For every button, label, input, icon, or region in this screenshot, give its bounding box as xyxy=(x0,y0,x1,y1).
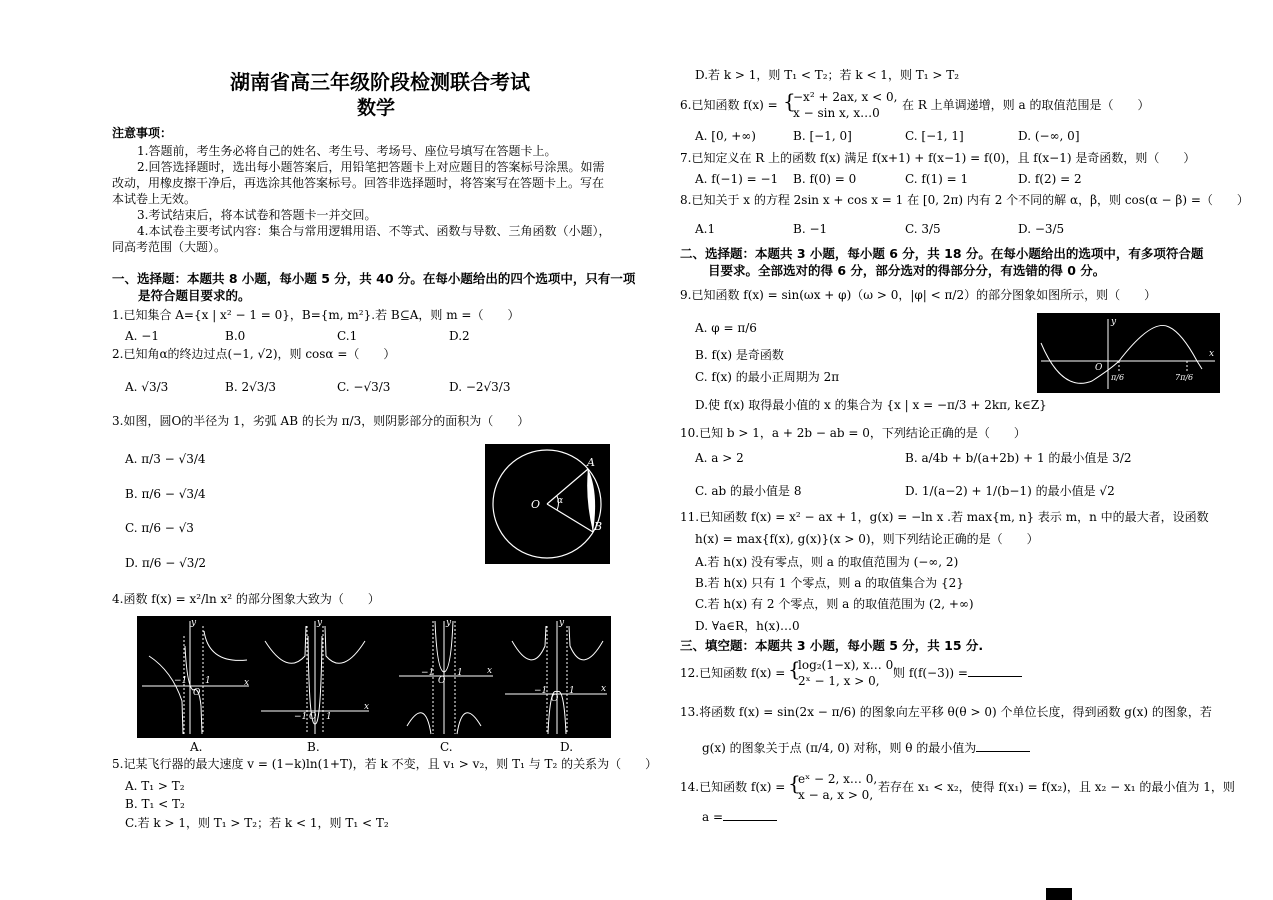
q7-option-c: C. f(1) = 1 xyxy=(905,172,969,186)
q5-stem: 5.记某飞行器的最大速度 v = (1−k)ln(1+T)，若 k 不变，且 v₁ > v₂，则 T₁ 与 T₂ 的关系为（ ） xyxy=(112,757,658,771)
graph-c-y-label: y xyxy=(446,618,452,628)
q4-option-a: A. xyxy=(190,740,203,754)
q11-option-b: B.若 h(x) 只有 1 个零点，则 a 的取值集合为 {2} xyxy=(695,576,964,590)
q9-pi6-label: π/6 xyxy=(1111,373,1125,382)
q2-option-d: D. −2√3/3 xyxy=(449,380,511,394)
graph-a-1-label: 1 xyxy=(205,676,211,686)
q14-brace: { xyxy=(788,771,801,795)
graph-a-x-label: x xyxy=(244,678,250,688)
graph-b-1-label: 1 xyxy=(326,712,332,722)
q2-stem: 2.已知角α的终边过点(−1, √2)，则 cosα =（ ） xyxy=(112,347,396,361)
graph-a-origin-label: O xyxy=(193,688,201,698)
q8-stem: 8.已知关于 x 的方程 2sin x + cos x = 1 在 [0, 2π) 内有 2 个不同的解 α，β，则 cos(α − β) =（ ） xyxy=(680,193,1249,207)
q8-option-d: D. −3/5 xyxy=(1018,222,1065,236)
q4-option-d: D. xyxy=(560,740,574,754)
notice-item: 4.本试卷主要考试内容：集合与常用逻辑用语、不等式、函数与导数、三角函数（小题）， xyxy=(137,224,611,238)
q9-y-label: y xyxy=(1111,317,1117,327)
q11-option-d: D. ∀a∈R，h(x)…0 xyxy=(695,619,800,633)
q9-7pi6-label: 7π/6 xyxy=(1175,373,1194,382)
graph-b-x-label: x xyxy=(364,702,370,712)
q14-stem-start: 14.已知函数 f(x) = xyxy=(680,780,786,794)
q1-option-a: A. −1 xyxy=(125,329,159,343)
angle-alpha-label: α xyxy=(557,496,564,506)
q11-stem-cont: h(x) = max{f(x), g(x)}(x > 0)，则下列结论正确的是（ ） xyxy=(695,532,1039,546)
graph-c-neg1-label: −1 xyxy=(421,668,435,678)
q14-piece2: x − a, x > 0, xyxy=(798,788,874,802)
graph-b-origin-label: O xyxy=(309,712,317,722)
q11-option-a: A.若 h(x) 没有零点，则 a 的取值范围为 (−∞, 2) xyxy=(695,555,959,569)
q3-stem: 3.如图，圆O的半径为 1，劣弧 AB 的长为 π/3，则阴影部分的面积为（ ） xyxy=(112,414,530,428)
q3-option-b: B. π/6 − √3/4 xyxy=(125,487,206,501)
q1-option-c: C.1 xyxy=(337,329,358,343)
q14-line2-text: a = xyxy=(702,810,724,824)
q12-stem-end-text: 则 f(f(−3)) = xyxy=(893,666,968,680)
exam-subject: 数学 xyxy=(357,97,396,119)
q4-option-c: C. xyxy=(440,740,453,754)
notice-item: 3.考试结束后，将本试卷和答题卡一并交回。 xyxy=(137,208,377,222)
q9-origin-label: O xyxy=(1095,363,1103,373)
q6-piece1: −x² + 2ax, x < 0, xyxy=(793,90,898,104)
graph-a-neg1-label: −1 xyxy=(174,676,188,686)
q10-option-b: B. a/4b + b/(a+2b) + 1 的最小值是 3/2 xyxy=(905,451,1132,465)
section1-heading-cont: 是符合题目要求的。 xyxy=(138,288,251,303)
q9-option-d: D.使 f(x) 取得最小值的 x 的集合为 {x | x = −π/3 + 2kπ, k∈Z} xyxy=(695,398,1047,412)
q9-stem: 9.已知函数 f(x) = sin(ωx + φ)（ω > 0，|φ| < π/2）的部分图象如图所示，则（ ） xyxy=(680,288,1157,302)
q12-stem-start: 12.已知函数 f(x) = xyxy=(680,666,786,680)
q14-piece1: eˣ − 2, x… 0, xyxy=(798,772,878,786)
graph-d-x-label: x xyxy=(601,684,607,694)
graph-b-neg1-label: −1 xyxy=(294,712,308,722)
q14-stem-end: 若存在 x₁ < x₂，使得 f(x₁) = f(x₂)，且 x₂ − x₁ 的最小值为 1，则 xyxy=(878,780,1235,794)
q9-x-label: x xyxy=(1209,349,1215,359)
q12-brace: { xyxy=(788,657,801,681)
q10-option-a: A. a > 2 xyxy=(695,451,744,465)
graph-a-y-label: y xyxy=(191,618,197,628)
q12-piece2: 2ˣ − 1, x > 0, xyxy=(798,674,880,688)
q3-circle-figure xyxy=(485,444,610,564)
q3-option-d: D. π/6 − √3/2 xyxy=(125,556,207,570)
graph-c-x-label: x xyxy=(487,666,493,676)
q11-option-c: C.若 h(x) 有 2 个零点，则 a 的取值范围为 (2, +∞) xyxy=(695,597,974,611)
section1-heading: 一、选择题：本题共 8 小题，每小题 5 分，共 40 分。在每小题给出的四个选项中，只有一项 xyxy=(112,271,636,286)
graph-d-1-label: 1 xyxy=(569,686,575,696)
q1-option-b: B.0 xyxy=(225,329,246,343)
notice-heading: 注意事项： xyxy=(112,126,173,140)
q6-brace: { xyxy=(783,89,796,113)
q6-option-d: D. (−∞, 0] xyxy=(1018,129,1080,143)
q8-option-c: C. 3/5 xyxy=(905,222,941,236)
q5-option-b: B. T₁ < T₂ xyxy=(125,797,185,811)
q4-option-b: B. xyxy=(307,740,320,754)
q11-stem: 11.已知函数 f(x) = x² − ax + 1，g(x) = −ln x .若 max{m, n} 表示 m，n 中的最大者，设函数 xyxy=(680,510,1209,524)
q3-option-a: A. π/3 − √3/4 xyxy=(125,452,206,466)
graph-b-y-label: y xyxy=(317,618,323,628)
notice-item: 改动，用橡皮擦干净后，再选涂其他答案标号。回答非选择题时，将答案写在答题卡上。写在 xyxy=(112,176,605,190)
q2-option-c: C. −√3/3 xyxy=(337,380,391,394)
graph-c-origin-label: O xyxy=(438,676,446,686)
q1-option-d: D.2 xyxy=(449,329,470,343)
q9-option-a: A. φ = π/6 xyxy=(695,321,757,335)
q7-option-a: A. f(−1) = −1 xyxy=(695,172,779,186)
section3-heading: 三、填空题：本题共 3 小题，每小题 5 分，共 15 分. xyxy=(680,638,984,653)
q13-stem: 13.将函数 f(x) = sin(2x − π/6) 的图象向左平移 θ(θ > 0) 个单位长度，得到函数 g(x) 的图象，若 xyxy=(680,705,1212,719)
q12-stem-end xyxy=(893,666,1022,680)
point-o-label: O xyxy=(531,498,541,511)
q12-piece1: log₂(1−x), x… 0, xyxy=(798,658,898,672)
graph-d-y-label: y xyxy=(559,618,565,628)
q3-option-c: C. π/6 − √3 xyxy=(125,521,194,535)
point-b-label: B xyxy=(594,520,603,533)
page-corner-marker xyxy=(1046,888,1072,900)
graph-d-neg1-label: −1 xyxy=(534,686,548,696)
q9-option-b: B. f(x) 是奇函数 xyxy=(695,348,784,362)
q7-option-d: D. f(2) = 2 xyxy=(1018,172,1082,186)
q8-option-a: A.1 xyxy=(695,222,716,236)
q5-option-d: D.若 k > 1，则 T₁ < T₂；若 k < 1，则 T₁ > T₂ xyxy=(695,68,960,82)
q7-stem: 7.已知定义在 R 上的函数 f(x) 满足 f(x+1) + f(x−1) = f(0)，且 f(x−1) 是奇函数，则（ ） xyxy=(680,151,1196,165)
q2-option-a: A. √3/3 xyxy=(125,380,169,394)
q12-answer-blank[interactable] xyxy=(968,666,1022,677)
point-a-label: A xyxy=(587,456,595,469)
q6-stem-start: 6.已知函数 f(x) = xyxy=(680,98,778,112)
q13-stem-cont xyxy=(702,741,1030,755)
q10-stem: 10.已知 b > 1，a + 2b − ab = 0，下列结论正确的是（ ） xyxy=(680,426,1026,440)
q8-option-b: B. −1 xyxy=(793,222,828,236)
graph-c-1-label: 1 xyxy=(457,668,463,678)
q9-sine-figure xyxy=(1037,313,1220,393)
q13-answer-blank[interactable] xyxy=(976,741,1030,752)
notice-item: 1.答题前，考生务必将自己的姓名、考生号、考场号、座位号填写在答题卡上。 xyxy=(137,144,557,158)
q6-stem-end: 在 R 上单调递增，则 a 的取值范围是（ ） xyxy=(902,98,1150,112)
section2-heading-cont: 目要求。全部选对的得 6 分，部分选对的得部分分，有选错的得 0 分。 xyxy=(708,263,1106,278)
section2-heading: 二、选择题：本题共 3 小题，每小题 6 分，共 18 分。在每小题给出的选项中，有多项符合题 xyxy=(680,246,1204,261)
q2-option-b: B. 2√3/3 xyxy=(225,380,277,394)
q6-option-a: A. [0, +∞) xyxy=(695,129,756,143)
q1-stem: 1.已知集合 A={x | x² − 1 = 0}，B={m, m²}.若 B⊆A，则 m =（ ） xyxy=(112,308,520,322)
q14-line2 xyxy=(702,810,777,824)
q14-answer-blank[interactable] xyxy=(723,810,777,821)
q7-option-b: B. f(0) = 0 xyxy=(793,172,857,186)
notice-item: 同高考范围（大题）。 xyxy=(112,240,227,254)
q6-option-c: C. [−1, 1] xyxy=(905,129,964,143)
q9-option-c: C. f(x) 的最小正周期为 2π xyxy=(695,370,840,384)
exam-title: 湖南省高三年级阶段检测联合考试 xyxy=(230,70,530,94)
graph-d-origin-label: O xyxy=(551,694,559,704)
notice-item: 本试卷上无效。 xyxy=(112,192,197,206)
q6-option-b: B. [−1, 0] xyxy=(793,129,852,143)
q10-option-d: D. 1/(a−2) + 1/(b−1) 的最小值是 √2 xyxy=(905,484,1115,498)
q13-stem-cont-text: g(x) 的图象关于点 (π/4, 0) 对称，则 θ 的最小值为 xyxy=(702,741,977,755)
q10-option-c: C. ab 的最小值是 8 xyxy=(695,484,802,498)
q6-piece2: x − sin x, x…0 xyxy=(793,106,880,120)
notice-item: 2.回答选择题时，选出每小题答案后，用铅笔把答题卡上对应题目的答案标号涂黑。如需 xyxy=(137,160,605,174)
q5-option-c: C.若 k > 1，则 T₁ > T₂；若 k < 1，则 T₁ < T₂ xyxy=(125,816,389,830)
q5-option-a: A. T₁ > T₂ xyxy=(125,779,185,793)
q4-stem: 4.函数 f(x) = x²/ln x² 的部分图象大致为（ ） xyxy=(112,592,380,606)
q4-graphs-figure xyxy=(137,616,611,738)
